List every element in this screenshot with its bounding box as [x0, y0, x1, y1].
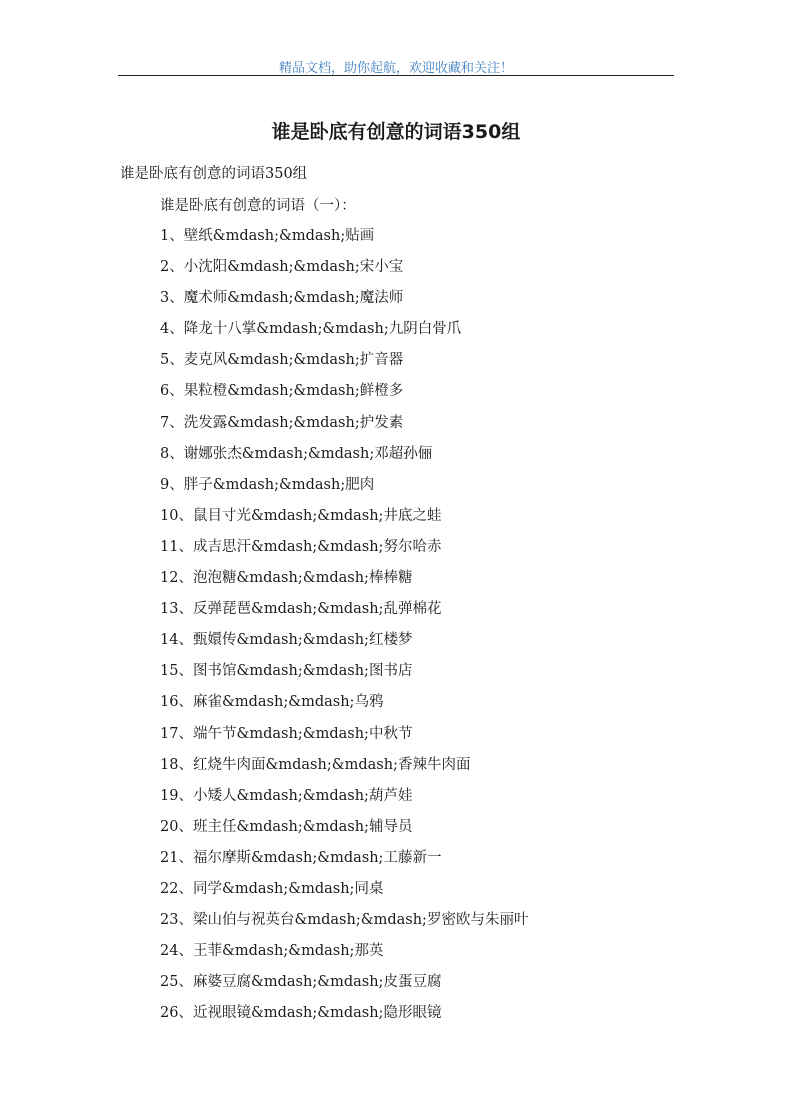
list-item: 2、小沈阳&mdash;&mdash;宋小宝 [160, 259, 404, 276]
list-item: 18、红烧牛肉面&mdash;&mdash;香辣牛肉面 [160, 756, 471, 773]
document-title: 谁是卧底有创意的词语350组 [271, 121, 521, 143]
list-item: 11、成吉思汗&mdash;&mdash;努尔哈赤 [160, 538, 442, 555]
list-item: 17、端午节&mdash;&mdash;中秋节 [160, 725, 413, 742]
list-item: 1、壁纸&mdash;&mdash;贴画 [160, 228, 375, 244]
list-item: 14、甄嬛传&mdash;&mdash;红楼梦 [160, 632, 413, 649]
list-item: 25、麻婆豆腐&mdash;&mdash;皮蛋豆腐 [160, 974, 442, 991]
document-subtitle: 谁是卧底有创意的词语350组 [120, 166, 308, 182]
list-item: 10、鼠目寸光&mdash;&mdash;井底之蛙 [160, 507, 442, 524]
list-item: 16、麻雀&mdash;&mdash;乌鸦 [160, 694, 384, 711]
list-item: 4、降龙十八掌&mdash;&mdash;九阴白骨爪 [160, 321, 462, 338]
page-header-text: 精品文档，助你起航，欢迎收藏和关注！ [278, 61, 513, 76]
list-item: 3、魔术师&mdash;&mdash;魔法师 [160, 290, 404, 307]
list-item: 21、福尔摩斯&mdash;&mdash;工藤新一 [160, 849, 442, 866]
list-item: 5、麦克风&mdash;&mdash;扩音器 [160, 352, 404, 369]
list-item: 26、近视眼镜&mdash;&mdash;隐形眼镜 [160, 1005, 442, 1022]
list-item: 15、图书馆&mdash;&mdash;图书店 [160, 663, 413, 680]
list-item: 20、班主任&mdash;&mdash;辅导员 [160, 818, 413, 835]
list-item: 23、梁山伯与祝英台&mdash;&mdash;罗密欧与朱丽叶 [160, 912, 529, 929]
header-divider [118, 75, 674, 76]
section-heading: 谁是卧底有创意的词语（一）： [160, 198, 356, 214]
list-item: 8、谢娜张杰&mdash;&mdash;邓超孙俪 [160, 445, 433, 462]
list-item: 7、洗发露&mdash;&mdash;护发素 [160, 414, 404, 431]
list-item: 13、反弹琵琶&mdash;&mdash;乱弹棉花 [160, 601, 442, 618]
list-item: 24、王菲&mdash;&mdash;那英 [160, 943, 384, 960]
word-pair-list [160, 225, 528, 1033]
list-item: 19、小矮人&mdash;&mdash;葫芦娃 [160, 787, 413, 804]
list-item: 6、果粒橙&mdash;&mdash;鲜橙多 [160, 383, 404, 400]
list-item: 9、胖子&mdash;&mdash;肥肉 [160, 476, 375, 493]
list-item: 12、泡泡糖&mdash;&mdash;棒棒糖 [160, 570, 413, 587]
list-item: 22、同学&mdash;&mdash;同桌 [160, 880, 384, 897]
